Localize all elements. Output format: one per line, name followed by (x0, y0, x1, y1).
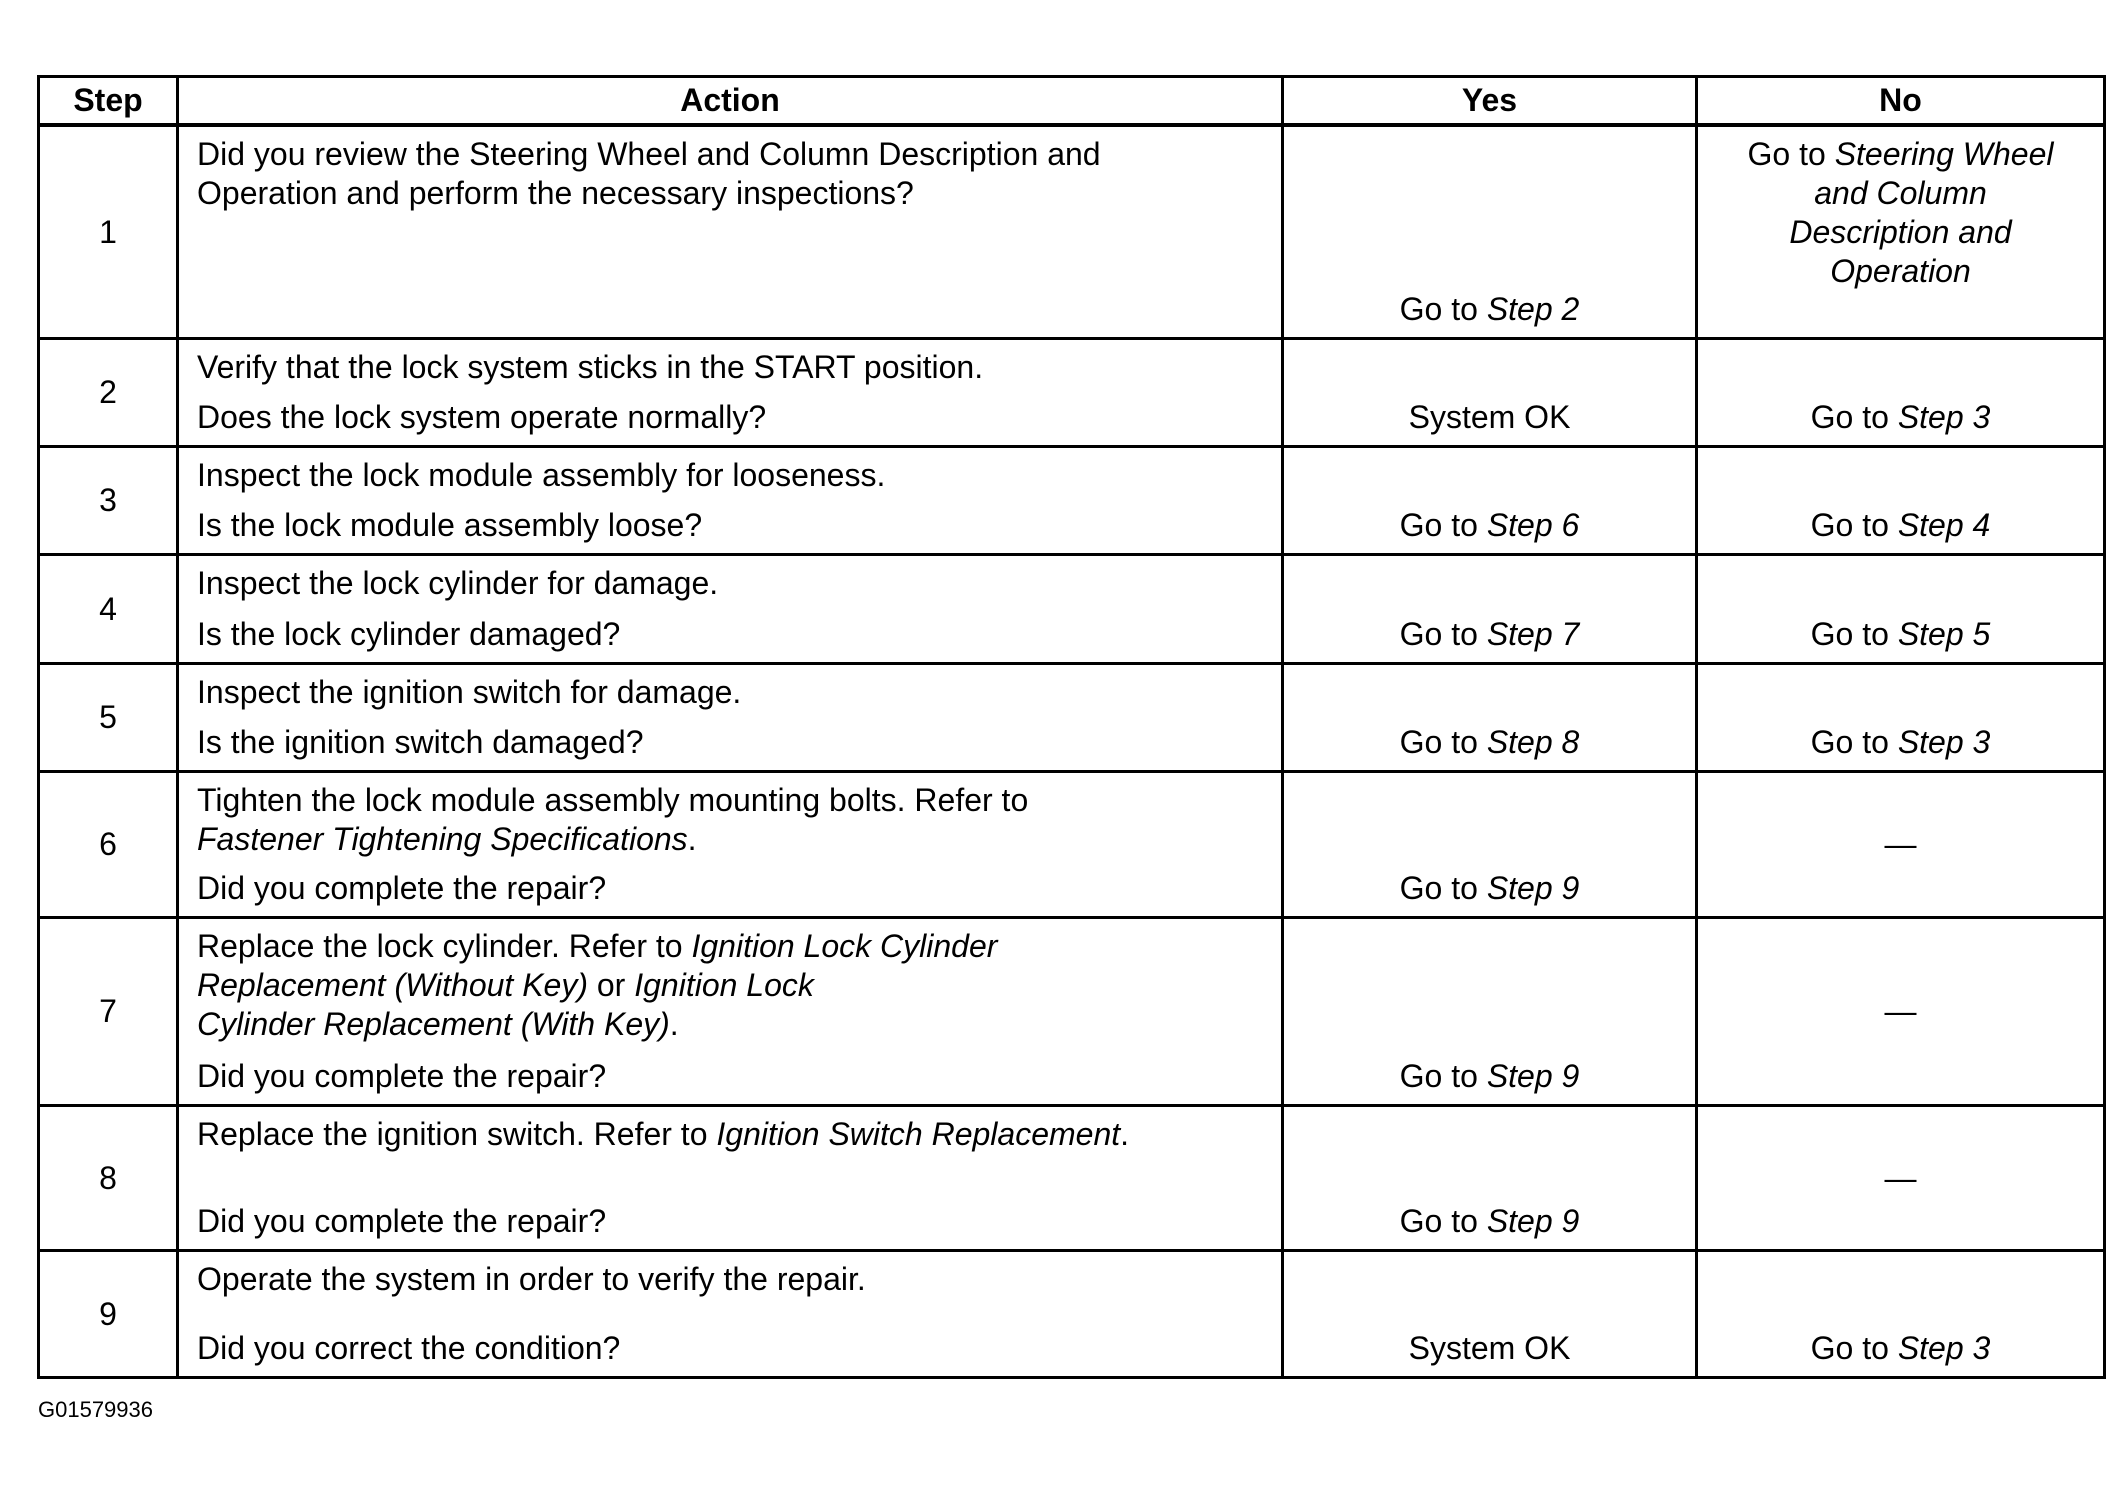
action-question: Does the lock system operate normally? (197, 399, 767, 435)
yes-prefix: Go to (1399, 291, 1478, 327)
yes-prefix: Go to (1399, 616, 1478, 652)
table-header-no: No (1698, 78, 2103, 127)
step-number: 2 (99, 374, 117, 410)
action-question: Did you complete the repair? (197, 1203, 607, 1239)
no-result-dash: — (1884, 993, 1917, 1029)
table-header-yes: Yes (1284, 78, 1698, 127)
no-result-dash: — (1884, 826, 1917, 862)
yes-result: System OK (1408, 399, 1571, 435)
action-instruction (197, 1260, 1263, 1299)
action-reference: Ignition Switch Replacement (716, 1116, 1121, 1152)
action-question: Is the lock module assembly loose? (197, 507, 703, 543)
no-prefix: Go to (1810, 507, 1889, 543)
no-step-ref: Step 5 (1897, 616, 1991, 652)
step-number-cell (40, 919, 179, 1107)
no-result (1811, 506, 1991, 545)
yes-prefix: Go to (1399, 724, 1478, 760)
yes-step-ref: Step 7 (1486, 616, 1580, 652)
yes-prefix: Go to (1399, 1058, 1478, 1094)
action-cell (179, 1107, 1284, 1252)
action-text: Replace the ignition switch. Refer to (197, 1116, 717, 1152)
action-line (197, 1260, 1263, 1299)
diagnostic-table (37, 75, 2106, 1379)
action-instruction (197, 348, 1263, 387)
action-line (197, 673, 1263, 712)
yes-step-ref: Step 9 (1486, 870, 1580, 906)
no-cell (1698, 665, 2103, 773)
no-prefix: Go to (1810, 724, 1889, 760)
no-step-ref: Step 4 (1897, 507, 1991, 543)
yes-cell (1284, 556, 1698, 665)
no-ref: Description and (1789, 214, 2012, 250)
step-number: 9 (99, 1295, 117, 1332)
no-cell (1698, 773, 2103, 919)
step-number: 4 (99, 590, 117, 627)
action-instruction (197, 135, 1263, 213)
action-text: or (587, 967, 635, 1003)
action-question: Did you complete the repair? (197, 870, 607, 906)
action-text: Operate the system in order to verify the repair. (197, 1261, 866, 1297)
step-number-cell (40, 340, 179, 448)
action-line (197, 927, 1263, 966)
action-instruction (197, 673, 1263, 712)
step-number: 1 (99, 213, 117, 250)
no-cell (1698, 1107, 2103, 1252)
step-number: 6 (99, 826, 117, 862)
action-text: Inspect the lock cylinder for damage. (197, 565, 719, 601)
action-cell (179, 127, 1284, 340)
yes-step-ref: Step 9 (1486, 1058, 1580, 1094)
no-prefix: Go to (1747, 136, 1826, 172)
yes-step-ref: Step 8 (1486, 724, 1580, 760)
action-reference: Cylinder Replacement (With Key) (197, 1006, 670, 1042)
action-cell (179, 665, 1284, 773)
no-step-ref: Step 3 (1897, 399, 1991, 435)
no-ref: Operation (1830, 253, 1971, 289)
figure-code: G01579936 (38, 1397, 153, 1422)
step-number-cell (40, 1107, 179, 1252)
yes-prefix: Go to (1399, 507, 1478, 543)
yes-cell (1284, 665, 1698, 773)
action-cell (179, 556, 1284, 665)
yes-cell (1284, 1252, 1698, 1376)
action-text: Inspect the ignition switch for damage. (197, 674, 742, 710)
yes-cell (1284, 919, 1698, 1107)
action-reference: Replacement (Without Key) (197, 967, 588, 1003)
action-text: . (1120, 1116, 1130, 1152)
yes-step-ref: Step 6 (1486, 507, 1580, 543)
action-line (197, 966, 1263, 1005)
yes-result (1400, 1057, 1580, 1096)
action-line (197, 135, 1263, 174)
action-cell (179, 773, 1284, 919)
action-text: Tighten the lock module assembly mounting bolts. Refer to (197, 782, 1029, 818)
no-result-dash: — (1884, 1159, 1917, 1196)
no-step-ref: Step 3 (1897, 724, 1991, 760)
no-cell (1698, 340, 2103, 448)
no-cell (1698, 127, 2103, 340)
step-number: 5 (99, 699, 117, 735)
step-number-cell (40, 1252, 179, 1376)
action-text: Did you review the Steering Wheel and Column Description and (197, 136, 1101, 172)
action-instruction (197, 1115, 1263, 1154)
action-cell (179, 448, 1284, 556)
no-prefix: Go to (1810, 1330, 1889, 1366)
yes-cell (1284, 773, 1698, 919)
yes-result (1400, 290, 1580, 329)
yes-cell (1284, 127, 1698, 340)
action-line (197, 456, 1263, 495)
no-cell (1698, 919, 2103, 1107)
no-result (1811, 615, 1991, 654)
action-instruction (197, 927, 1263, 1044)
action-text: . (687, 821, 697, 857)
yes-result (1400, 723, 1580, 762)
action-question: Did you complete the repair? (197, 1058, 607, 1094)
no-result (1811, 398, 1991, 437)
yes-result (1400, 615, 1580, 654)
action-line (197, 820, 1263, 859)
action-text: Inspect the lock module assembly for looseness. (197, 457, 886, 493)
no-cell (1698, 1252, 2103, 1376)
action-question: Is the ignition switch damaged? (197, 724, 644, 760)
action-instruction (197, 456, 1263, 495)
action-line (197, 348, 1263, 387)
no-prefix: Go to (1810, 399, 1889, 435)
action-text: . (669, 1006, 679, 1042)
no-result-line (1748, 135, 2054, 174)
no-ref: Steering Wheel (1834, 136, 2054, 172)
step-number: 7 (99, 993, 117, 1029)
step-number-cell (40, 448, 179, 556)
action-question: Did you correct the condition? (197, 1330, 621, 1366)
action-cell (179, 919, 1284, 1107)
yes-cell (1284, 448, 1698, 556)
no-result (1811, 723, 1991, 762)
action-text: Verify that the lock system sticks in the START position. (197, 349, 984, 385)
action-line (197, 781, 1263, 820)
yes-step-ref: Step 2 (1486, 291, 1580, 327)
step-number: 8 (99, 1159, 117, 1196)
no-result (1811, 1329, 1991, 1368)
action-instruction (197, 564, 1263, 603)
yes-result (1400, 869, 1580, 908)
action-line (197, 174, 1263, 213)
action-reference: Fastener Tightening Specifications (197, 821, 688, 857)
no-prefix: Go to (1810, 616, 1889, 652)
action-cell (179, 340, 1284, 448)
no-cell (1698, 556, 2103, 665)
no-cell (1698, 448, 2103, 556)
no-ref: and Column (1814, 175, 1987, 211)
action-line (197, 564, 1263, 603)
yes-cell (1284, 1107, 1698, 1252)
yes-result: System OK (1408, 1330, 1571, 1366)
action-line (197, 1115, 1263, 1154)
no-step-ref: Step 3 (1897, 1330, 1991, 1366)
action-instruction (197, 781, 1263, 859)
yes-result (1400, 506, 1580, 545)
table-header-step: Step (40, 78, 179, 127)
step-number-cell (40, 773, 179, 919)
action-reference: Ignition Lock Cylinder (691, 928, 998, 964)
step-number: 3 (99, 482, 117, 518)
yes-result (1400, 1202, 1580, 1241)
step-number-cell (40, 127, 179, 340)
action-reference: Ignition Lock (634, 967, 814, 1003)
action-text: Operation and perform the necessary inspections? (197, 175, 914, 211)
yes-prefix: Go to (1399, 1203, 1478, 1239)
yes-prefix: Go to (1399, 870, 1478, 906)
step-number-cell (40, 665, 179, 773)
yes-step-ref: Step 9 (1486, 1203, 1580, 1239)
table-header-action: Action (179, 78, 1284, 127)
action-cell (179, 1252, 1284, 1376)
step-number-cell (40, 556, 179, 665)
action-text: Replace the lock cylinder. Refer to (197, 928, 692, 964)
action-question: Is the lock cylinder damaged? (197, 616, 621, 652)
action-line (197, 1005, 1263, 1044)
yes-cell (1284, 340, 1698, 448)
